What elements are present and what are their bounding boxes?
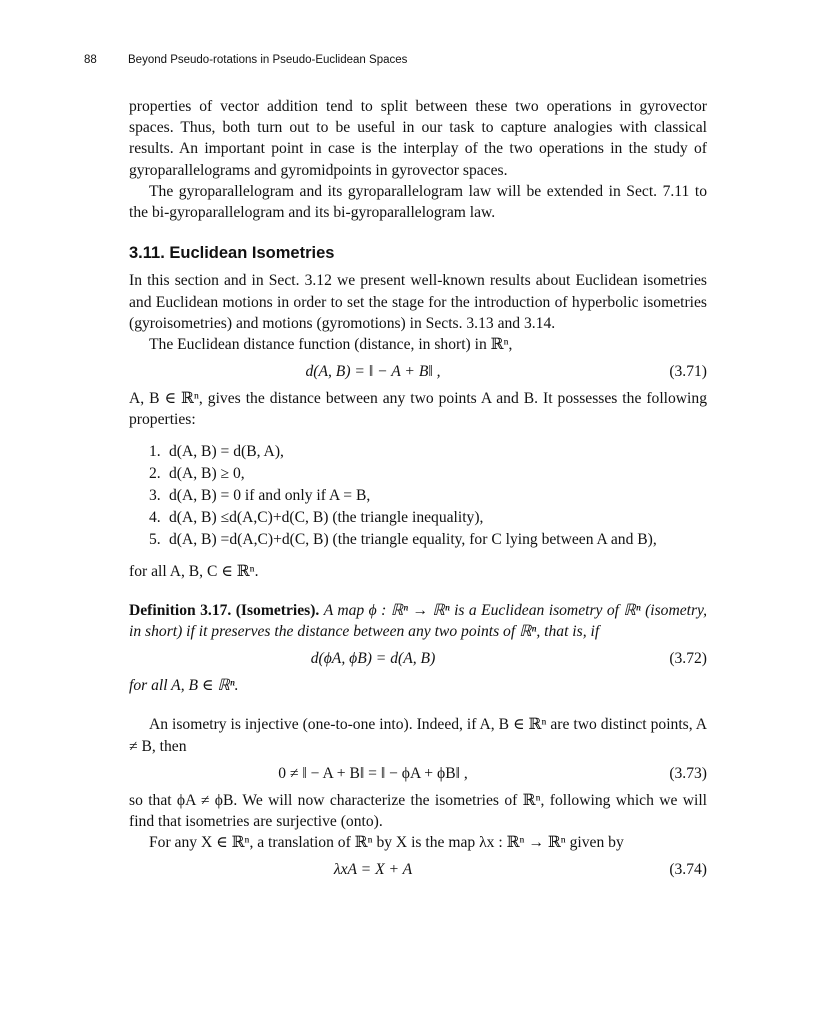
- intro-paragraph-2: The gyroparallelogram and its gyroparallelogram law will be extended in Sect. 7.11 to the bi-gyroparallelogram and its bi-gyroparallelogram law.: [129, 182, 707, 222]
- equation-body: λxA = X + A: [333, 861, 413, 879]
- equation-number: (3.72): [669, 650, 707, 668]
- definition-block: [129, 600, 707, 642]
- list-item: 4. d(A, B) ≤d(A,C)+d(C, B) (the triangle inequality),: [149, 508, 484, 526]
- definition-title: Definition 3.17. (Isometries).: [129, 601, 320, 619]
- list-item: 5. d(A, B) =d(A,C)+d(C, B) (the triangle equality, for C lying between A and B),: [149, 530, 657, 548]
- properties-list: [129, 441, 707, 551]
- equation-3-74: [129, 859, 707, 880]
- section-paragraph-4: for all A, B, C ∈ ℝⁿ.: [129, 562, 259, 580]
- equation-number: (3.74): [669, 861, 707, 879]
- definition-text: A map ϕ : ℝⁿ → ℝⁿ is a Euclidean isometry of ℝⁿ (isometry, in short) if it preserves the distance between any two points of ℝⁿ, that is, if: [129, 601, 707, 641]
- section-paragraph-1: In this section and in Sect. 3.12 we present well-known results about Euclidean isometries and Euclidean motions in order to set the stage for the introduction of hyperbolic isometries (gyroisometries) and motions (gyromotions) in Sects. 3.13 and 3.14.: [129, 272, 707, 332]
- equation-number: (3.71): [669, 363, 707, 381]
- list-item: 2. d(A, B) ≥ 0,: [149, 464, 245, 482]
- equation-3-73: [129, 763, 707, 784]
- page-body: [129, 96, 707, 886]
- running-title: Beyond Pseudo-rotations in Pseudo-Euclidean Spaces: [128, 54, 408, 66]
- list-item: 1. d(A, B) = d(B, A),: [149, 442, 284, 460]
- list-item: 3. d(A, B) = 0 if and only if A = B,: [149, 486, 371, 504]
- section-paragraph-3: A, B ∈ ℝⁿ, gives the distance between any two points A and B. It possesses the following properties:: [129, 390, 707, 429]
- page-number: 88: [84, 54, 97, 66]
- equation-3-71: [129, 361, 707, 382]
- intro-paragraph-1: properties of vector addition tend to split between these two operations in gyrovector spaces. Thus, both turn out to be useful in our task to capture analogies with classical results. An important point in case is the interplay of the two operations in the study of gyroparallelograms and gyromidpoints in gyrovector spaces.: [129, 98, 707, 179]
- after-paragraph-3: For any X ∈ ℝⁿ, a translation of ℝⁿ by X is the map λx : ℝⁿ → ℝⁿ given by: [149, 834, 624, 852]
- equation-3-72: [129, 648, 707, 669]
- equation-body: d(ϕA, ϕB) = d(A, B): [310, 650, 436, 668]
- after-paragraph-1: An isometry is injective (one-to-one into). Indeed, if A, B ∈ ℝⁿ are two distinct points, A ≠ B, then: [129, 716, 707, 755]
- after-paragraph-2: so that ϕA ≠ ϕB. We will now characterize the isometries of ℝⁿ, following which we will find that isometries are surjective (onto).: [129, 791, 707, 831]
- section-heading: 3.11. Euclidean Isometries: [129, 244, 335, 263]
- equation-body: d(A, B) = ‖ − A + B‖ ,: [305, 363, 441, 381]
- equation-number: (3.73): [669, 764, 707, 782]
- section-paragraph-2: The Euclidean distance function (distance, in short) in ℝⁿ,: [149, 336, 513, 354]
- equation-body: 0 ≠ ‖ − A + B‖ = ‖ − ϕA + ϕB‖ ,: [278, 764, 468, 782]
- definition-tail: for all A, B ∈ ℝⁿ.: [129, 677, 239, 695]
